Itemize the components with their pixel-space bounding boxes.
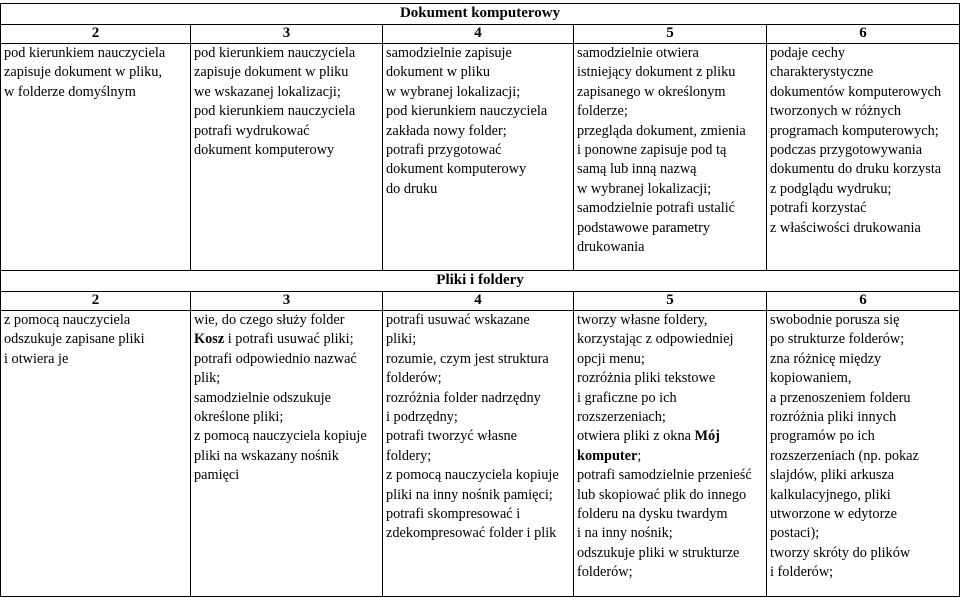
grade-2-cell (1, 311, 191, 597)
cell-line: drukowania (577, 239, 645, 256)
cell-line: przegląda dokument, zmienia (577, 122, 746, 139)
grade-header: 6 (767, 25, 960, 44)
cell-line: zna różnicę między (770, 350, 882, 367)
grade-5-cell (574, 44, 767, 271)
cell-line: samodzielnie odszukuje (194, 389, 331, 406)
cell-line: i na inny nośnik; (577, 525, 673, 542)
grade-2-cell (1, 44, 191, 271)
cell-line: rozszerzeniach (np. pokaz (770, 447, 919, 464)
grade-3-cell (191, 311, 383, 597)
cell-line: dokumentu do druku korzysta (770, 161, 942, 178)
cell-line: samodzielnie potrafi ustalić (577, 200, 736, 217)
cell-line: z podglądu wydruku; (770, 180, 892, 197)
cell-line: tworzy własne foldery, (577, 312, 708, 328)
cell-line: wie, do czego służy folder (194, 312, 345, 328)
grade-6-cell (767, 311, 960, 597)
cell-line: otwiera pliki z okna Mój (577, 428, 720, 445)
cell-line: kopiowaniem, (770, 370, 852, 387)
cell-line: potrafi tworzyć własne (386, 428, 518, 445)
cell-line: pod kierunkiem nauczyciela (194, 45, 356, 61)
cell-line: programów po ich (770, 428, 875, 445)
cell-line: zapisuje dokument w pliku (194, 64, 349, 81)
cell-line: rozszerzeniach; (577, 409, 666, 426)
grade-header: 2 (1, 25, 191, 44)
cell-line: i folderów; (770, 564, 834, 581)
cell-line: i otwiera je (4, 350, 69, 367)
grade-6-cell (767, 44, 960, 271)
cell-line: folderu na dysku twardym (577, 506, 728, 523)
cell-line: pliki na wskazany nośnik (194, 447, 339, 464)
cell-line: potrafi wydrukować (194, 122, 310, 139)
cell-line: określone pliki; (194, 409, 284, 426)
cell-line: a przenoszeniem folderu (770, 389, 911, 406)
cell-line: i ponowne zapisuje pod tą (577, 142, 727, 159)
cell-line: dokument w pliku (386, 64, 491, 81)
cell-line: i podrzędny; (386, 409, 458, 426)
cell-line: podczas przygotowywania (770, 142, 923, 159)
grade-3-cell (191, 44, 383, 271)
cell-line: z pomocą nauczyciela kopiuje (194, 428, 367, 445)
grade-header: 5 (574, 25, 767, 44)
cell-line: komputer; (577, 447, 642, 464)
cell-line: w folderze domyślnym (4, 83, 136, 100)
cell-line: zakłada nowy folder; (386, 122, 507, 139)
grade-header: 2 (1, 292, 191, 311)
cell-line: pliki na inny nośnik pamięci; (386, 486, 553, 503)
grade-5-cell (574, 311, 767, 597)
cell-line: i graficzne po ich (577, 389, 677, 406)
cell-line: lub skopiować plik do innego (577, 486, 747, 503)
grade-header: 3 (191, 292, 383, 311)
cell-line: pod kierunkiem nauczyciela (194, 103, 356, 120)
cell-line: po strukturze folderów; (770, 331, 905, 348)
cell-line: do druku (386, 180, 438, 197)
grade-header: 4 (383, 25, 574, 44)
cell-line: kalkulacyjnego, pliki (770, 486, 891, 503)
grade-4-cell (383, 44, 574, 271)
cell-line: zapisanego w określonym (577, 83, 726, 100)
section-title-pliki: Pliki i foldery (1, 271, 960, 292)
cell-line: istniejący dokument z pliku (577, 64, 736, 81)
cell-line: samą lub inną nazwą (577, 161, 697, 178)
cell-line: tworzonych w różnych (770, 103, 902, 120)
cell-line: pod kierunkiem nauczyciela (4, 45, 166, 61)
cell-line: potrafi samodzielnie przenieść (577, 467, 752, 484)
section2-header-row (1, 292, 960, 311)
grade-header: 6 (767, 292, 960, 311)
grade-header: 3 (191, 25, 383, 44)
section1-header-row (1, 25, 960, 44)
grade-header: 4 (383, 292, 574, 311)
cell-line: folderze; (577, 103, 628, 120)
cell-line: z właściwości drukowania (770, 219, 921, 236)
cell-line: pod kierunkiem nauczyciela (386, 103, 548, 120)
cell-line: w wybranej lokalizacji; (386, 83, 521, 100)
cell-line: potrafi korzystać (770, 200, 867, 217)
cell-line: tworzy skróty do plików (770, 544, 911, 561)
cell-line: zapisuje dokument w pliku, (4, 64, 163, 81)
cell-line: folderów; (386, 370, 442, 387)
cell-line: foldery; (386, 447, 432, 464)
cell-line: potrafi odpowiednio nazwać (194, 350, 357, 367)
cell-line: postaci); (770, 525, 820, 542)
cell-line: w wybranej lokalizacji; (577, 180, 712, 197)
section-title-dokument: Dokument komputerowy (1, 4, 960, 25)
cell-line: dokument komputerowy (386, 161, 527, 178)
cell-line: samodzielnie otwiera (577, 45, 699, 61)
cell-line: podaje cechy (770, 45, 846, 61)
cell-line: utworzone w edytorze (770, 506, 898, 523)
section2-content-row (1, 311, 960, 597)
cell-line: zdekompresować folder i plik (386, 525, 557, 542)
cell-line: plik; (194, 370, 221, 387)
cell-line: odszukuje zapisane pliki (4, 331, 145, 348)
cell-line: z pomocą nauczyciela (4, 312, 131, 328)
grade-4-cell (383, 311, 574, 597)
cell-line: pamięci (194, 467, 240, 484)
cell-line: folderów; (577, 564, 633, 581)
curriculum-table (0, 3, 960, 597)
cell-line: slajdów, pliki arkusza (770, 467, 895, 484)
cell-line: dokumentów komputerowych (770, 83, 942, 100)
cell-line: rozumie, czym jest struktura (386, 350, 549, 367)
cell-line: z pomocą nauczyciela kopiuje (386, 467, 559, 484)
cell-line: Kosz i potrafi usuwać pliki; (194, 331, 354, 348)
cell-line: rozróżnia pliki innych (770, 409, 897, 426)
cell-line: potrafi przygotować (386, 142, 502, 159)
grade-header: 5 (574, 292, 767, 311)
cell-line: potrafi skompresować i (386, 506, 521, 523)
cell-line: opcji menu; (577, 350, 645, 367)
cell-line: dokument komputerowy (194, 142, 335, 159)
cell-line: samodzielnie zapisuje (386, 45, 512, 61)
cell-line: podstawowe parametry (577, 219, 710, 236)
cell-line: korzystając z odpowiedniej (577, 331, 734, 348)
cell-line: odszukuje pliki w strukturze (577, 544, 740, 561)
cell-line: potrafi usuwać wskazane (386, 312, 530, 328)
cell-line: programach komputerowych; (770, 122, 939, 139)
cell-line: charakterystyczne (770, 64, 874, 81)
cell-line: swobodnie porusza się (770, 312, 900, 328)
section1-content-row (1, 44, 960, 271)
cell-line: rozróżnia folder nadrzędny (386, 389, 541, 406)
cell-line: pliki; (386, 331, 417, 348)
cell-line: rozróżnia pliki tekstowe (577, 370, 716, 387)
cell-line: we wskazanej lokalizacji; (194, 83, 341, 100)
